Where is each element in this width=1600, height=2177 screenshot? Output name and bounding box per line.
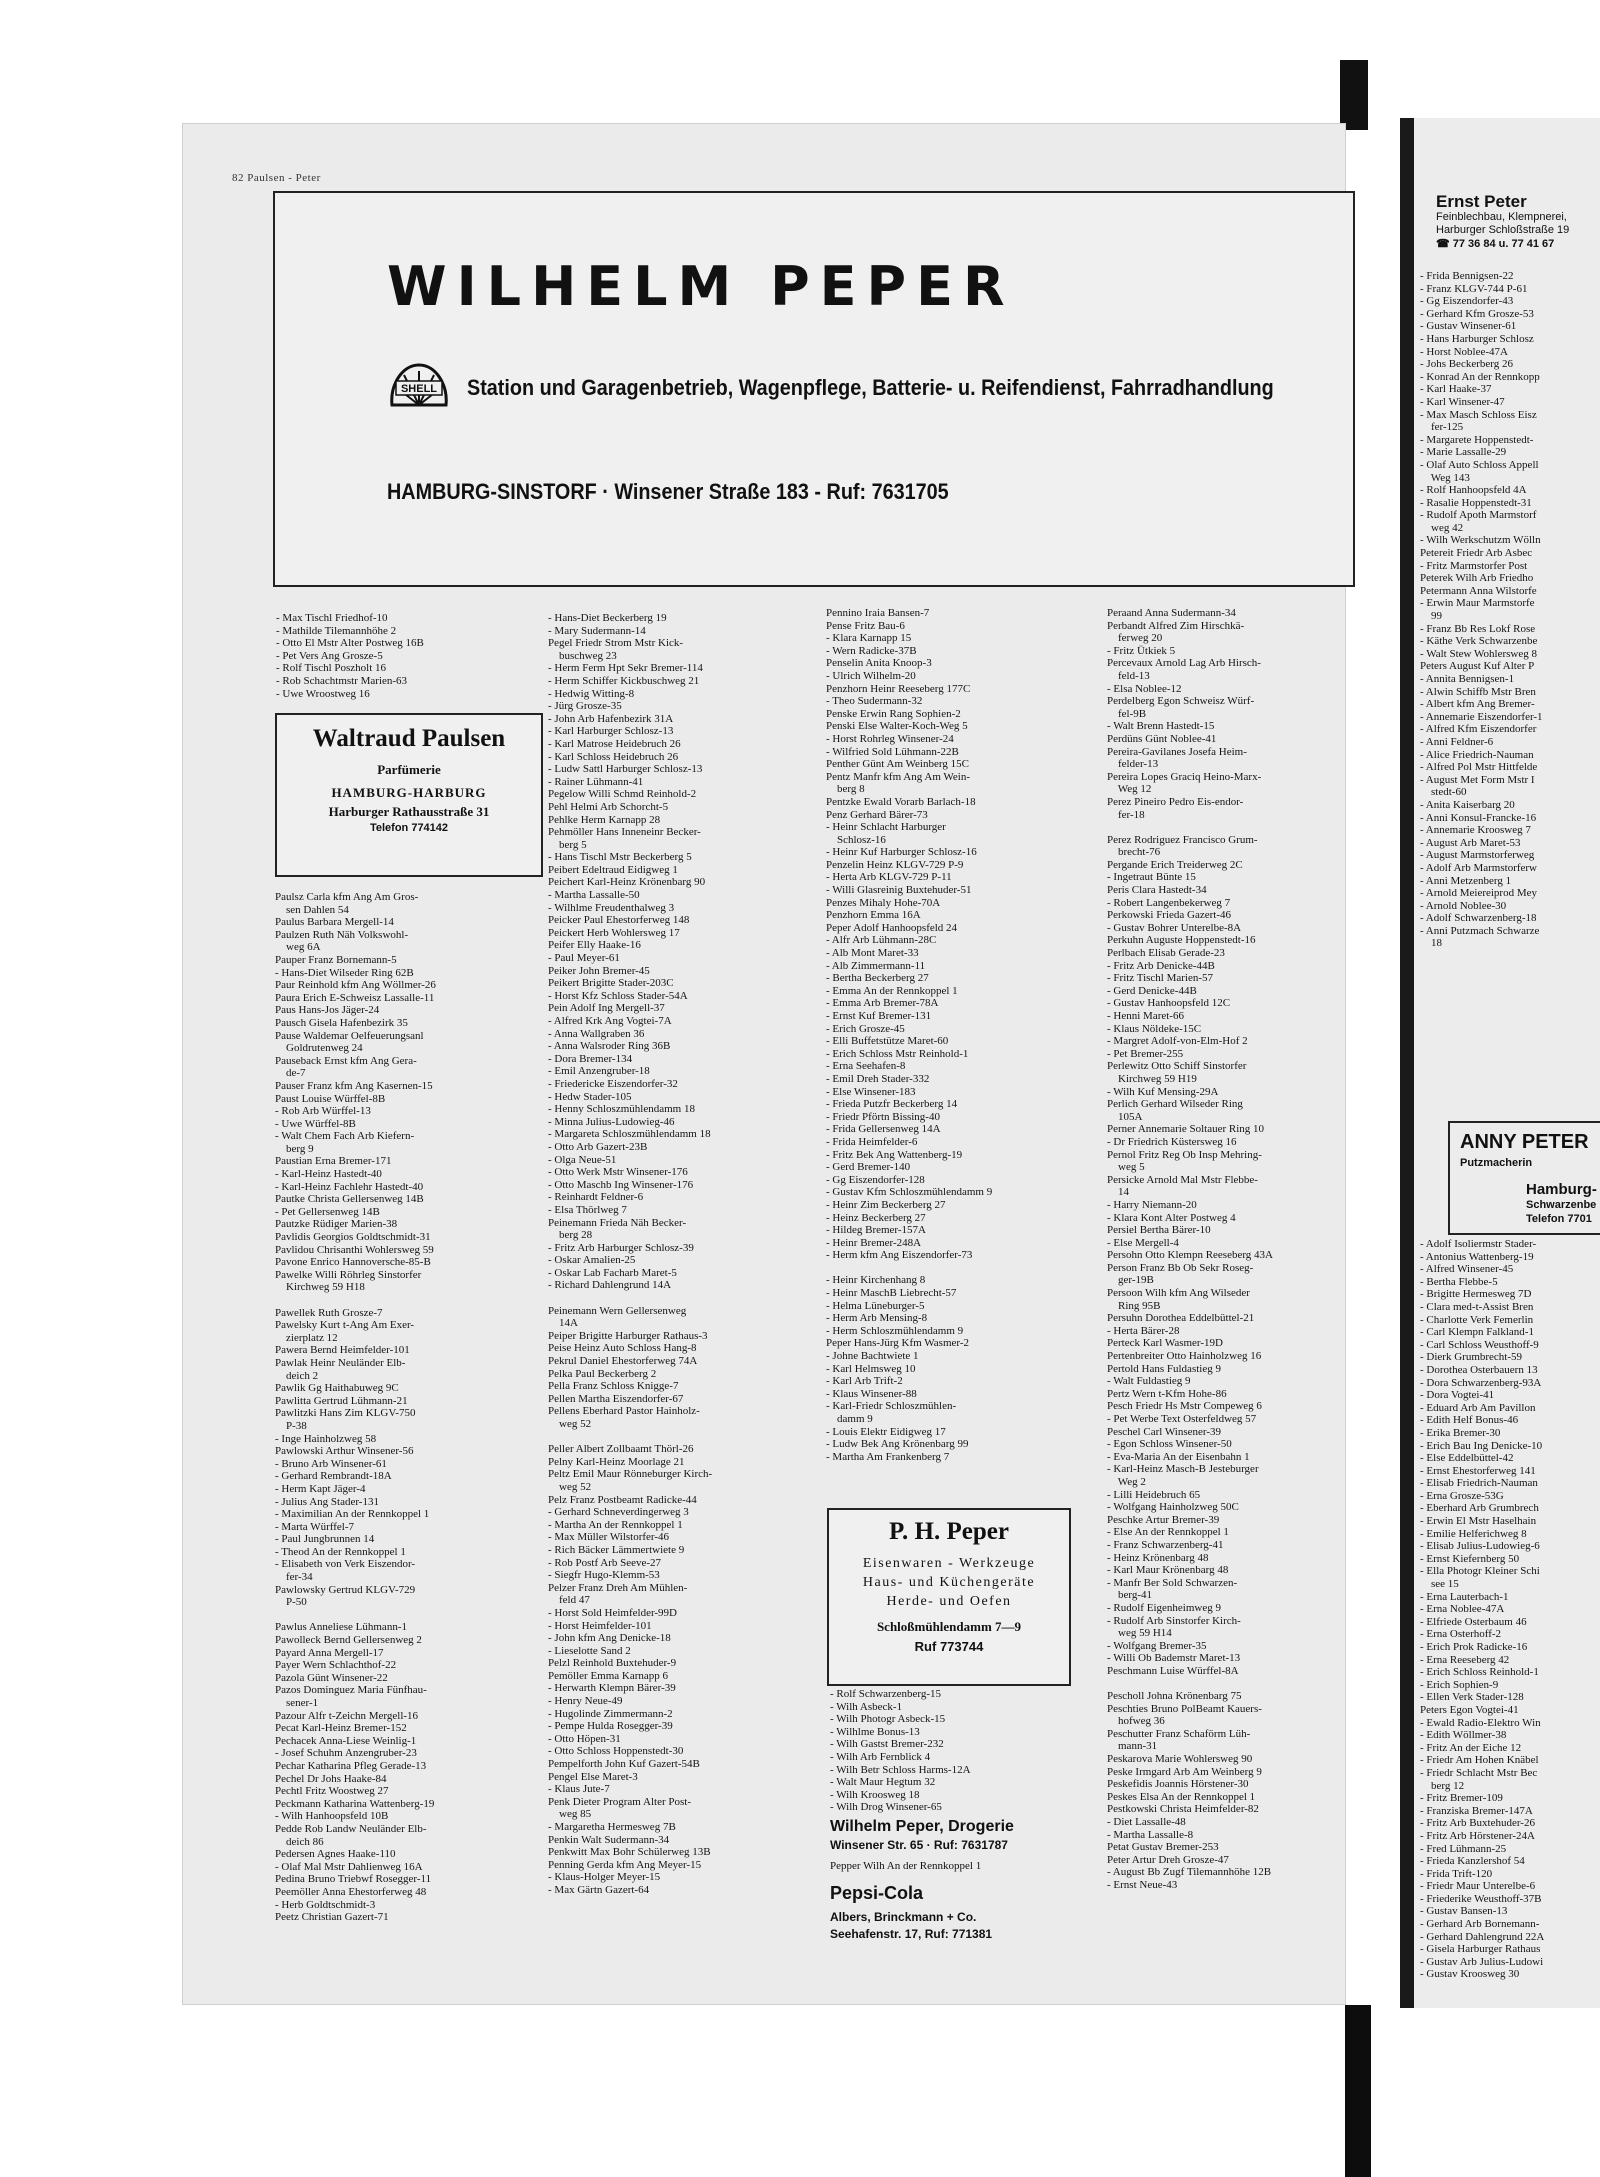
shell-logo-text: SHELL — [400, 383, 438, 395]
ad-paulsen-name: Waltraud Paulsen — [312, 725, 506, 752]
ernst-peter-phone: ☎ 77 36 84 u. 77 41 67 — [1436, 238, 1555, 250]
running-head: 82 Paulsen - Peter — [232, 172, 321, 184]
anny-peter-name: ANNY PETER — [1460, 1131, 1589, 1153]
ad-peper-line4: Schloßmühlendamm 7—9 — [876, 1619, 1022, 1634]
drogerie-name: Wilhelm Peper, Drogerie — [830, 1818, 1014, 1835]
column-1-entries: Paulsz Carla kfm Ang Am Gros- sen Dahlen 54 Paulus Barbara Mergell-14 Paulzen Ruth Näh Volkswohl- weg 6A Pauper Franz Bornemann-5 - Hans-Diet Wilseder Ring 62B Paur Reinhold kfm Ang Wöllmer-26 Paura Erich E-Schweisz Lassalle-11 Paus Hans-Jos Jäger-24 Pausch Gisela Hafenbezirk 35 Pause Waldemar Oelfeuerungsanl Goldrutenweg 24 Pauseback Ernst kfm Ang Gera- de-7 Pauser Franz kfm Ang Kasernen-15 Paust Louise Würffel-8B - Rob Arb Würffel-13 - Uwe Würffel-8B - Walt Chem Fach Arb Kiefern- berg 9 Paustian Erna Bremer-171 - Karl-Heinz Hastedt-40 - Karl-Heinz Fachlehr Hastedt-40 Pautke Christa Gellersenweg 14B - Pet Gellersenweg 14B Pautzke Rüdiger Marien-38 Pavlidis Georgios Goldtschmidt-31 Pavlidou Chrisanthi Wohlersweg 59 Pavone Enrico Hannoversche-85-B Pawelke Willi Röhrleg Sinstorfer Kirchweg 59 H18 Pawellek Ruth Grosze-7 Pawelsky Kurt t-Ang Am Exer- zierplatz 12 Pawera Bernd Heimfelder-101 Pawlak Heinr Neuländer Elb- deich 2 Pawlik Gg Haithabuweg 9C Pawlitta Gertrud Lühmann-21 Pawlitzki Hans Zim KLGV-750 P-38 - Inge Hainholzweg 58 Pawlowski Arthur Winsener-56 - Bruno Arb Winsener-61 - Gerhard Rembrandt-18A - Herm Kapt Jäger-4 - Julius Ang Stader-131 - Maximilian An der Rennkoppel 1 - Marta Würffel-7 - Paul Jungbrunnen 14 - Theod An der Rennkoppel 1 - Elisabeth von Verk Eiszendor- fer-34 Pawlowsky Gertrud KLGV-729 P-50 Pawlus Anneliese Lühmann-1 Pawolleck Bernd Gellersenweg 2 Payard Anna Mergell-17 Payer Wern Schlachthof-22 Pazola Günt Winsener-22 Pazos Dominguez Maria Fünfhau- sener-1 Pazour Alfr t-Zeichn Mergell-16 Pecat Karl-Heinz Bremer-152 Pechacek Anna-Liese Weinlig-1 - Josef Schuhm Anzengruber-23 Pechar Katharina Pfleg Gerade-13 Pechel Dr Johs Haake-84 Pechtl Fritz Woostweg 27 Peckmann Katharina Wattenberg-19 - Wilh Hanhoopsfeld 10B Pedde Rob Landw Neuländer Elb- deich 86 Pedersen Agnes Haake-110 - Olaf Mal Mstr Dahlienweg 16A Pedina Bruno Triebwf Rosegger-11 Peemöller Anna Ehestorferweg 48 - Herb Goldtschmidt-3 Peetz Christian Gazert-71 — [275, 891, 436, 1924]
ad-paulsen-line4: Telefon 774142 — [369, 822, 449, 834]
ad-peper-line2: Haus- und Küchengeräte — [862, 1575, 1036, 1590]
page2-column-a: - Frida Bennigsen-22 - Franz KLGV-744 P-61 - Gg Eiszendorfer-43 - Gerhard Kfm Grosze-53 - Gustav Winsener-61 - Hans Harburger Schlosz - Horst Noblee-47A - Johs Beckerberg 26 - Konrad An der Rennkopp - Karl Haake-37 - Karl Winsener-47 - Max Masch Schloss Eisz fer-125 - Margarete Hoppenstedt- - Marie Lassalle-29 - Olaf Auto Schloss Appell Weg 143 - Rolf Hanhoopsfeld 4A - Rasalie Hoppenstedt-31 - Rudolf Apoth Marmstorf weg 42 - Wilh Werkschutzm Wölln Petereit Friedr Arb Asbec - Fritz Marmstorfer Post Peterek Wilh Arb Friedho Petermann Anna Wilstorfe - Erwin Maur Marmstorfe 99 - Franz Bb Res Lokf Rose - Käthe Verk Schwarzenbe - Walt Stew Wohlersweg 8 Peters August Kuf Alter P - Annita Bennigsen-1 - Alwin Schiffb Mstr Bren - Albert kfm Ang Bremer- - Annemarie Eiszendorfer-1 - Alfred Kfm Eiszendorfer - Anni Feldner-6 - Alice Friedrich-Nauman - Alfred Pol Mstr Hittfelde - August Met Form Mstr I stedt-60 - Anita Kaiserbarg 20 - Anni Konsul-Francke-16 - Annemarie Kroosweg 7 - August Arb Maret-53 - August Marmstorferweg - Adolf Arb Marmstorferw - Anni Metzenberg 1 - Arnold Meiereiprod Mey - Arnold Noblee-30 - Adolf Schwarzenberg-18 - Anni Putzmach Schwarze 18 — [1420, 270, 1543, 950]
anny-peter-line1: Putzmacherin — [1460, 1157, 1533, 1169]
column-3-bottom-entries: - Rolf Schwarzenberg-15 - Wilh Asbeck-1 - Wilh Photogr Asbeck-15 - Wilhlme Bonus-13 - Wilh Gastst Bremer-232 - Wilh Arb Fernblick 4 - Wilh Betr Schloss Harms-12A - Walt Maur Hegtum 32 - Wilh Kroosweg 18 - Wilh Drog Winsener-65 — [830, 1688, 971, 1814]
ad-peper-line5: Ruf 773744 — [914, 1639, 984, 1654]
anny-peter-line3: Schwarzenbe — [1526, 1199, 1597, 1211]
column-3-top-entries: Pennino Iraia Bansen-7 Pense Fritz Bau-6 - Klara Karnapp 15 - Wern Radicke-37B Penselin Anita Knoop-3 - Ulrich Wilhelm-20 Penzhorn Heinr Reeseberg 177C - Theo Sudermann-32 Penske Erwin Rang Sophien-2 Penski Else Walter-Koch-Weg 5 - Horst Rohrleg Winsener-24 - Wilfried Sold Lühmann-22B Penther Günt Am Weinberg 15C Pentz Manfr kfm Ang Am Wein- berg 8 Pentzke Ewald Vorarb Barlach-18 Penz Gerhard Bärer-73 - Heinr Schlacht Harburger Schlosz-16 - Heinr Kuf Harburger Schlosz-16 Penzelin Heinz KLGV-729 P-9 - Herta Arb KLGV-729 P-11 - Willi Glasreinig Buxtehuder-51 Penzes Mihaly Hohe-70A Penzhorn Emma 16A Peper Adolf Hanhoopsfeld 24 - Alfr Arb Lühmann-28C - Alb Mont Maret-33 - Alb Zimmermann-11 - Bertha Beckerberg 27 - Emma An der Rennkoppel 1 - Emma Arb Bremer-78A - Ernst Kuf Bremer-131 - Erich Grosze-45 - Elli Buffetstütze Maret-60 - Erich Schloss Mstr Reinhold-1 - Erna Seehafen-8 - Emil Dreh Stader-332 - Else Winsener-183 - Frieda Putzfr Beckerberg 14 - Friedr Pförtn Bissing-40 - Frida Gellersenweg 14A - Frida Heimfelder-6 - Fritz Bek Ang Wattenberg-19 - Gerd Bremer-140 - Gg Eiszendorfer-128 - Gustav Kfm Schloszmühlendamm 9 - Heinr Zim Beckerberg 27 - Heinz Beckerberg 27 - Hildeg Bremer-157A - Heinr Bremer-248A - Herm kfm Ang Eiszendorfer-73 - Heinr Kirchenhang 8 - Heinr MaschB Liebrecht-57 - Helma Lüneburger-5 - Herm Arb Mensing-8 - Herm Schloszmühlendamm 9 Peper Hans-Jürg Kfm Wasmer-2 - Johne Bachtwiete 1 - Karl Helmsweg 10 - Karl Arb Trift-2 - Klaus Winsener-88 - Karl-Friedr Schloszmühlen- damm 9 - Louis Elektr Eidigweg 17 - Ludw Bek Ang Krönenbarg 99 - Martha Am Frankenberg 7 — [826, 607, 993, 1463]
page-gutter — [1400, 118, 1414, 2008]
ernst-peter-line2: Harburger Schloßstraße 19 — [1436, 224, 1570, 236]
drogerie-address: Winsener Str. 65 · Ruf: 7631787 — [830, 1838, 1008, 1852]
ad-waltraud-paulsen — [275, 713, 543, 877]
shell-logo-icon — [388, 361, 450, 409]
ad-peper-name: P. H. Peper — [889, 1518, 1009, 1545]
ernst-peter-line1: Feinblechbau, Klempnerei, — [1436, 211, 1567, 223]
ernst-peter-name: Ernst Peter — [1436, 192, 1527, 211]
ad-anny-peter — [1448, 1121, 1600, 1235]
ad-ph-peper — [827, 1508, 1071, 1686]
anny-peter-line2: Hamburg- — [1526, 1181, 1597, 1198]
ad-paulsen-line3: Harburger Rathausstraße 31 — [328, 804, 490, 819]
ad-peper-line1: Eisenwaren - Werkzeuge — [862, 1556, 1036, 1571]
ad-peper-line3: Herde- und Oefen — [886, 1594, 1012, 1609]
banner-services: Station und Garagenbetrieb, Wagenpflege, Batterie- u. Reifendienst, Fahrradhandlung — [467, 375, 1274, 400]
page2-column-b: - Adolf Isoliermstr Stader- - Antonius Wattenberg-19 - Alfred Winsener-45 - Bertha Flebbe-5 - Brigitte Hermesweg 7D - Clara med-t-Assist Bren - Charlotte Verk Femerlin - Carl Klempn Falkland-1 - Carl Schloss Weusthoff-9 - Dierk Grumbrecht-59 - Dorothea Osterbauern 13 - Dora Schwarzenberg-93A - Dora Vogtei-41 - Eduard Arb Am Pavillon - Edith Helf Bonus-46 - Erika Bremer-30 - Erich Bau Ing Denicke-10 - Else Eddelbüttel-42 - Ernst Ehestorferweg 141 - Elisab Friedrich-Nauman - Erna Grosze-53G - Eberhard Arb Grumbrech - Erwin El Mstr Haselhain - Emilie Helferichweg 8 - Elisab Julius-Ludowieg-6 - Ernst Kiefernberg 50 - Ella Photogr Kleiner Schi see 15 - Erna Lauterbach-1 - Erna Noblee-47A - Elfriede Osterbaum 46 - Erna Osterhoff-2 - Erich Prok Radicke-16 - Erna Reeseberg 42 - Erich Schloss Reinhold-1 - Erich Sophien-9 - Ellen Verk Stader-128 Peters Egon Vogtei-41 - Ewald Radio-Elektro Win - Edith Wöllmer-38 - Fritz An der Eiche 12 - Friedr Am Hohen Knäbel - Friedr Schlacht Mstr Bec berg 12 - Fritz Bremer-109 - Franziska Bremer-147A - Fritz Arb Buxtehuder-26 - Fritz Arb Hörstener-24A - Fred Lühmann-25 - Frieda Kanzlershof 54 - Frida Trift-120 - Friedr Maur Unterelbe-6 - Friederike Weusthoff-37B - Gustav Bansen-13 - Gerhard Arb Bornemann- - Gerhard Dahlengrund 22A - Gisela Harburger Rathaus - Gustav Arb Julius-Ludowi - Gustav Kroosweg 30 — [1420, 1238, 1545, 1981]
pepsi-company: Albers, Brinckmann + Co. — [830, 1910, 977, 1924]
column-1-top-entries: - Max Tischl Friedhof-10 - Mathilde Tilemannhöhe 2 - Otto El Mstr Alter Postweg 16B - Pet Vers Ang Grosze-5 - Rolf Tischl Poszholt 16 - Rob Schachtmstr Marien-63 - Uwe Wroostweg 16 — [276, 612, 424, 700]
ad-paulsen-line1: Parfümerie — [377, 762, 441, 777]
peper-banner-ad — [273, 191, 1355, 587]
pepsi-company-address: Seehafenstr. 17, Ruf: 771381 — [830, 1927, 993, 1941]
banner-name: WILHELM PEPER — [387, 255, 1015, 318]
drogerie-note: Pepper Wilh An der Rennkoppel 1 — [830, 1860, 982, 1872]
film-edge-top — [1340, 60, 1368, 130]
column-2-entries: - Hans-Diet Beckerberg 19 - Mary Sudermann-14 Pegel Friedr Strom Mstr Kick- buschweg 23 - Herm Ferm Hpt Sekr Bremer-114 - Herm Schiffer Kickbuschweg 21 - Hedwig Witting-8 - Jürg Grosze-35 - John Arb Hafenbezirk 31A - Karl Harburger Schlosz-13 - Karl Matrose Heidebruch 26 - Karl Schloss Heidebruch 26 - Ludw Sattl Harburger Schlosz-13 - Rainer Lühmann-41 Pegelow Willi Schmd Reinhold-2 Pehl Helmi Arb Schorcht-5 Pehlke Herm Karnapp 28 Pehmöller Hans Inneneinr Becker- berg 5 - Hans Tischl Mstr Beckerberg 5 Peibert Edeltraud Eidigweg 1 Peichert Karl-Heinz Krönenbarg 90 - Martha Lassalle-50 - Wilhlme Freudenthalweg 3 Peicker Paul Ehestorferweg 148 Peickert Herb Wohlersweg 17 Peifer Elly Haake-16 - Paul Meyer-61 Peiker John Bremer-45 Peikert Brigitte Stader-203C - Horst Kfz Schloss Stader-54A Pein Adolf Ing Mergell-37 - Alfred Krk Ang Vogtei-7A - Anna Wallgraben 36 - Anna Walsroder Ring 36B - Dora Bremer-134 - Emil Anzengruber-18 - Friedericke Eiszendorfer-32 - Hedw Stader-105 - Henny Schloszmühlendamm 18 - Minna Julius-Ludowieg-46 - Margareta Schloszmühlendamm 18 - Otto Arb Gazert-23B - Olga Neue-51 - Otto Werk Mstr Winsener-176 - Otto Maschb Ing Winsener-176 - Reinhardt Feldner-6 - Elsa Thörlweg 7 Peinemann Frieda Näh Becker- berg 28 - Fritz Arb Harburger Schlosz-39 - Oskar Amalien-25 - Oskar Lab Facharb Maret-5 - Richard Dahlengrund 14A Peinemann Wern Gellersenweg 14A Peiper Brigitte Harburger Rathaus-3 Peise Heinz Auto Schloss Hang-8 Pekrul Daniel Ehestorferweg 74A Pelka Paul Beckerberg 2 Pella Franz Schloss Knigge-7 Pellen Martha Eiszendorfer-67 Pellens Eberhard Pastor Hainholz- weg 52 Peller Albert Zollbaamt Thörl-26 Pelny Karl-Heinz Moorlage 21 Peltz Emil Maur Rönneburger Kirch- weg 52 Pelz Franz Postbeamt Radicke-44 - Gerhard Schneverdingerweg 3 - Martha An der Rennkoppel 1 - Max Müller Wilstorfer-46 - Rich Bäcker Lämmertwiete 9 - Rob Postf Arb Seeve-27 - Siegfr Hugo-Klemm-53 Pelzer Franz Dreh Am Mühlen- feld 47 - Horst Sold Heimfelder-99D - Horst Heimfelder-101 - John kfm Ang Denicke-18 - Lieselotte Sand 2 Pelzl Reinhold Buxtehuder-9 Pemöller Emma Karnapp 6 - Herwarth Klempn Bärer-39 - Henry Neue-49 - Hugolinde Zimmermann-2 - Pempe Hulda Rosegger-39 - Otto Höpen-31 - Otto Schloss Hoppenstedt-30 Pempelforth John Kuf Gazert-54B Pengel Else Maret-3 - Klaus Jute-7 Penk Dieter Program Alter Post- weg 85 - Margaretha Hermesweg 7B Penkin Walt Sudermann-34 Penkwitt Max Bohr Schülerweg 13B Penning Gerda kfm Ang Meyer-15 - Klaus-Holger Meyer-15 - Max Gärtn Gazert-64 — [548, 612, 713, 1896]
directory-page-right — [1414, 118, 1600, 2008]
anny-peter-line4: Telefon 7701 — [1526, 1213, 1592, 1225]
pepsi-brand: Pepsi-Cola — [830, 1883, 924, 1903]
ad-paulsen-line2: HAMBURG-HARBURG — [331, 785, 487, 800]
film-edge-bottom — [1345, 2005, 1371, 2177]
column-4-entries: Peraand Anna Sudermann-34 Perbandt Alfred Zim Hirschkä- ferweg 20 - Fritz Ütkiek 5 Percevaux Arnold Lag Arb Hirsch- feld-13 - Elsa Noblee-12 Perdelberg Egon Schweisz Würf- fel-9B - Walt Brenn Hastedt-15 Perdüns Günt Noblee-41 Pereira-Gavilanes Josefa Heim- felder-13 Pereira Lopes Graciq Heino-Marx- Weg 12 Perez Pineiro Pedro Eis-endor- fer-18 Perez Rodriguez Francisco Grum- brecht-76 Pergande Erich Treiderweg 2C - Ingetraut Bünte 15 Peris Clara Hastedt-34 - Robert Langenbekerweg 7 Perkowski Frieda Gazert-46 - Gustav Bohrer Unterelbe-8A Perkuhn Auguste Hoppenstedt-16 Perlbach Elisab Gerade-23 - Fritz Arb Denicke-44B - Fritz Tischl Marien-57 - Gerd Denicke-44B - Gustav Hanhoopsfeld 12C - Henni Maret-66 - Klaus Nöldeke-15C - Margret Adolf-von-Elm-Hof 2 - Pet Bremer-255 Perlewitz Otto Schiff Sinstorfer Kirchweg 59 H19 - Wilh Kuf Mensing-29A Perlich Gerhard Wilseder Ring 105A Perner Annemarie Soltauer Ring 10 - Dr Friedrich Küstersweg 16 Pernol Fritz Reg Ob Insp Mehring- weg 5 Persicke Arnold Mal Mstr Flebbe- 14 - Harry Niemann-20 - Klara Kont Alter Postweg 4 Persiel Bertha Bärer-10 - Else Mergell-4 Persohn Otto Klempn Reeseberg 43A Person Franz Bb Ob Sekr Roseg- ger-19B Persoon Wilh kfm Ang Wilseder Ring 95B Persuhn Dorothea Eddelbüttel-21 - Herta Bärer-28 Perteck Karl Wasmer-19D Pertenbreiter Otto Hainholzweg 16 Pertold Hans Fuldastieg 9 - Walt Fuldastieg 9 Pertz Wern t-Kfm Hohe-86 Pesch Friedr Hs Mstr Compeweg 6 - Pet Werbe Text Osterfeldweg 57 Peschel Carl Winsener-39 - Egon Schloss Winsener-50 - Eva-Maria An der Eisenbahn 1 - Karl-Heinz Masch-B Jesteburger Weg 2 - Lilli Heidebruch 65 - Wolfgang Hainholzweg 50C Peschke Artur Bremer-39 - Else An der Rennkoppel 1 - Franz Schwarzenberg-41 - Heinz Krönenbarg 48 - Karl Maur Krönenbarg 48 - Manfr Ber Sold Schwarzen- berg-41 - Rudolf Eigenheimweg 9 - Rudolf Arb Sinstorfer Kirch- weg 59 H14 - Wolfgang Bremer-35 - Willi Ob Bademstr Maret-13 Peschmann Luise Würffel-8A Pescholl Johna Krönenbarg 75 Peschties Bruno PolBeamt Kauers- hofweg 36 Peschutter Franz Schaförm Lüh- mann-31 Peskarova Marie Wohlersweg 90 Peske Irmgard Arb Am Weinberg 9 Peskefidis Joannis Hörstener-30 Peskes Elsa An der Rennkoppel 1 Pestkowski Christa Heimfelder-82 - Diet Lassalle-48 - Martha Lassalle-8 Petat Gustav Bremer-253 Peter Artur Dreh Grosze-47 - August Bb Zugf Tilemannhöhe 12B - Ernst Neue-43 — [1107, 607, 1273, 1891]
banner-address: HAMBURG-SINSTORF · Winsener Straße 183 - Ruf: 7631705 — [387, 479, 949, 504]
